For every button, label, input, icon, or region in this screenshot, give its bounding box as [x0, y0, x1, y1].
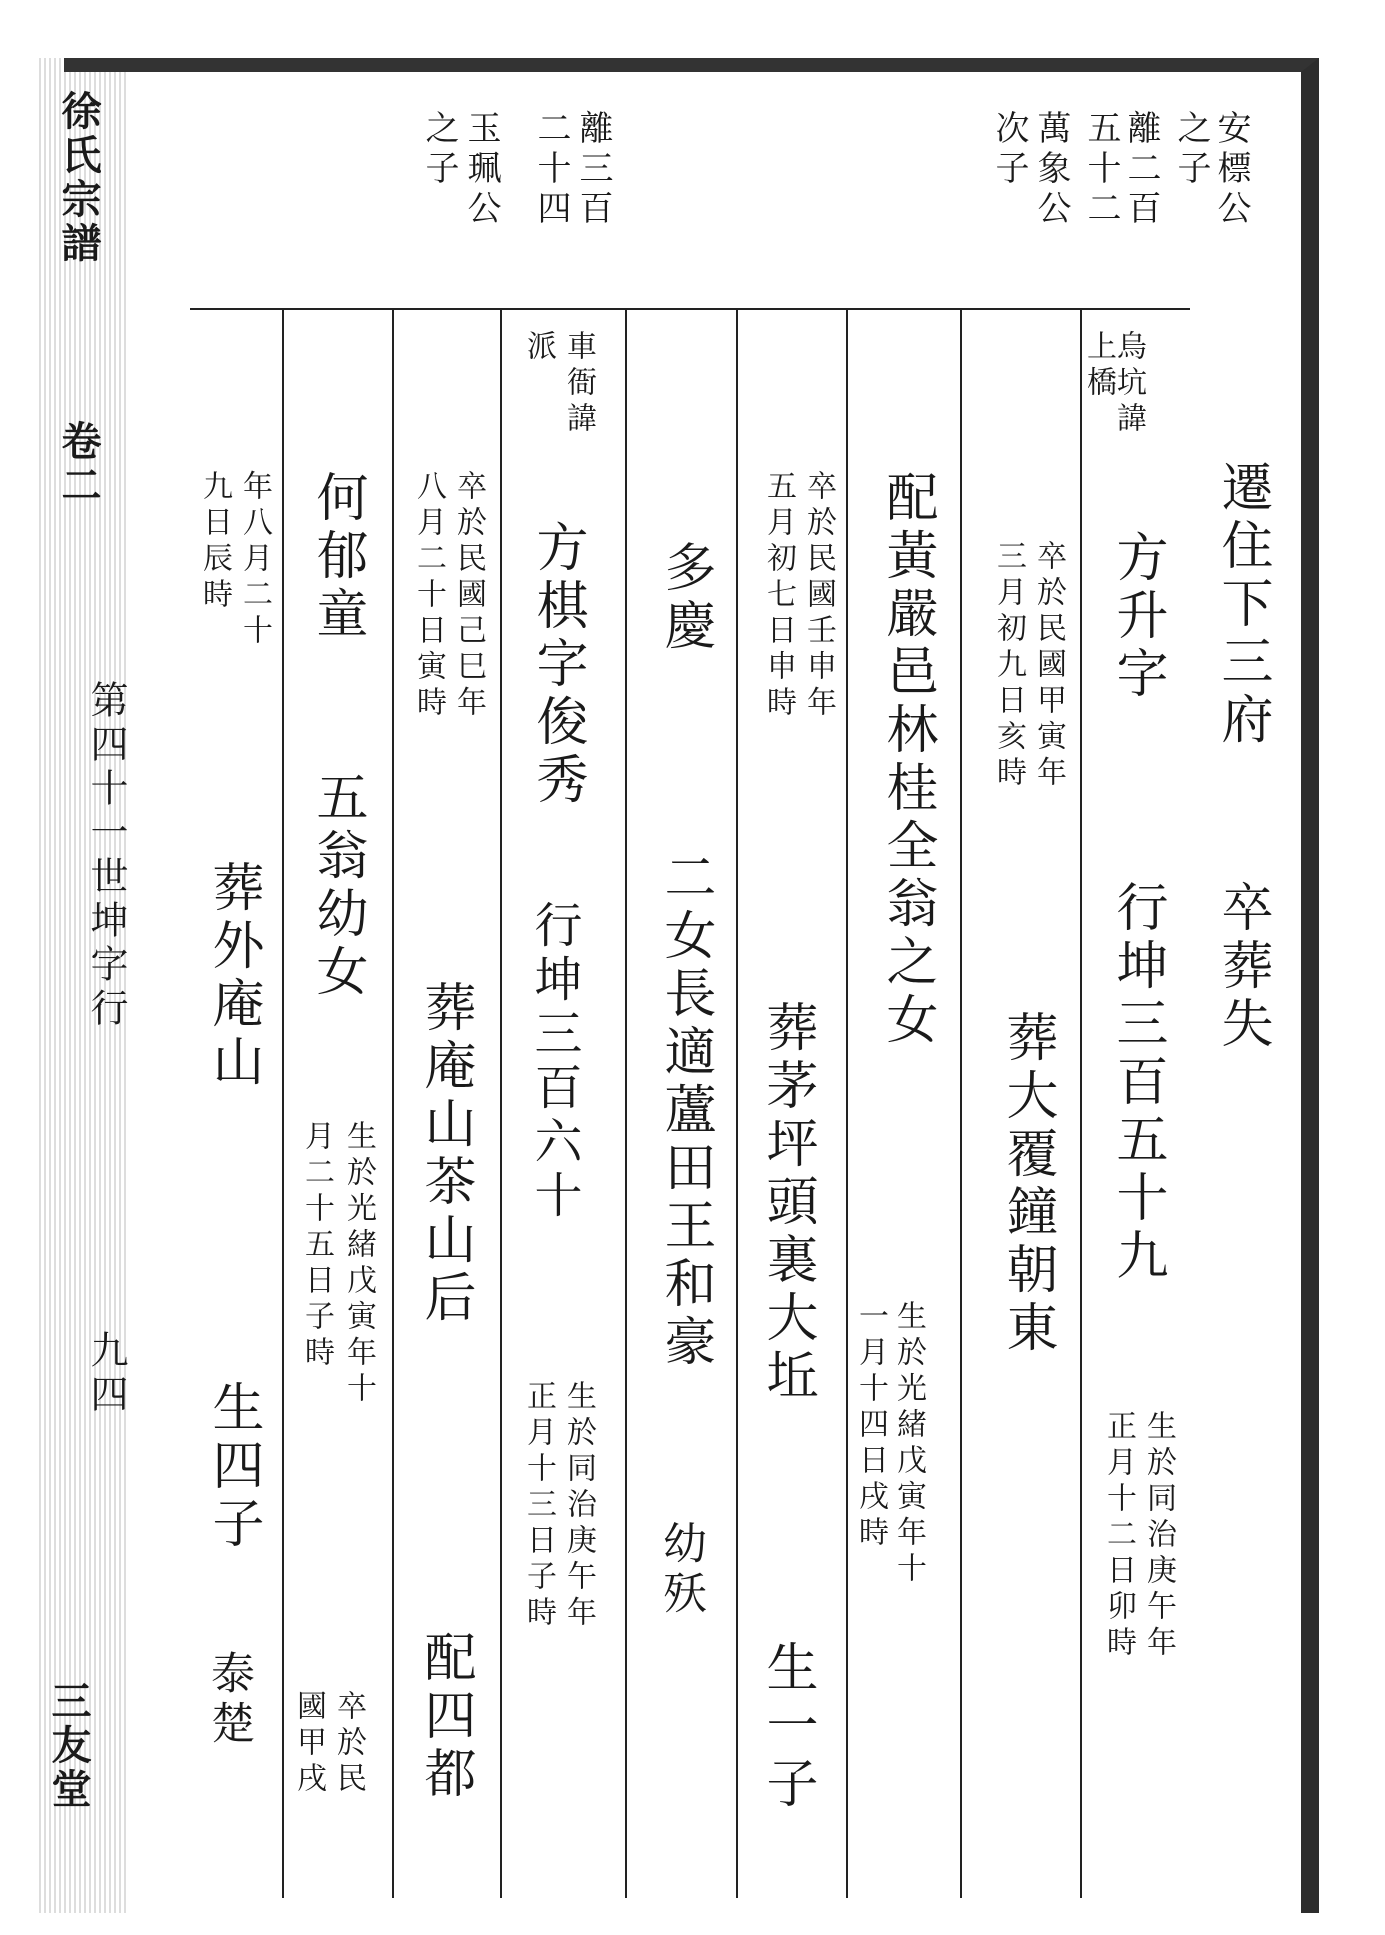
place-note: 派 — [521, 330, 556, 366]
upper-rule — [190, 308, 1190, 310]
upper-text: 次子 — [989, 110, 1029, 190]
rank: 行坤三百六十 — [526, 900, 582, 1224]
place-note: 上橋 — [1081, 330, 1116, 402]
birth-note: 月二十五日子時 — [299, 1120, 334, 1372]
death-note: 年八月二十 — [237, 470, 272, 650]
children-note: 生一子 — [757, 1640, 817, 1814]
upper-text: 萬象公 — [1031, 110, 1071, 230]
hall-mark: 三友堂 — [45, 1680, 92, 1812]
volume-label: 卷二 — [55, 420, 102, 508]
page-number: 九四 — [84, 1330, 128, 1418]
rule — [1080, 308, 1082, 1898]
upper-text: 離二百 — [1121, 110, 1161, 230]
birth-note: 生於光緒戊寅年十 — [891, 1300, 926, 1588]
rule — [625, 308, 627, 1898]
birth-note: 正月十三日子時 — [521, 1380, 556, 1632]
death-note: 五月初七日申時 — [761, 470, 796, 722]
rule — [736, 308, 738, 1898]
death-note: 九日辰時 — [197, 470, 232, 614]
generation-label: 第四十一世坤字行 — [84, 680, 128, 1032]
rule — [500, 308, 502, 1898]
book-title: 徐氏宗譜 — [55, 90, 102, 266]
spouse-note: 配黃嚴邑林桂全翁之女 — [877, 470, 937, 1050]
upper-text: 五十二 — [1081, 110, 1121, 230]
rule — [392, 308, 394, 1898]
rule — [846, 308, 848, 1898]
death-note: 卒於民國壬申年 — [801, 470, 836, 722]
spouse-father: 五翁幼女 — [307, 770, 367, 1002]
burial-note: 葬庵山茶山后 — [415, 980, 475, 1328]
birth-note: 生於同治庚午年 — [561, 1380, 596, 1632]
death-note: 國甲戌 — [291, 1690, 326, 1798]
birth-note: 一月十四日戌時 — [853, 1300, 888, 1552]
death-note: 卒於民國己巳年 — [451, 470, 486, 722]
person-name: 方升字 — [1107, 530, 1167, 704]
person-name: 方棋字俊秀 — [527, 520, 587, 810]
upper-text: 之子 — [1171, 110, 1211, 190]
burial-note: 葬茅坪頭裏大坵 — [757, 1000, 817, 1406]
birth-note: 生於同治庚午年 — [1141, 1410, 1176, 1662]
birth-note: 正月十二日卯時 — [1101, 1410, 1136, 1662]
rule — [282, 308, 284, 1898]
burial-note: 葬大覆鐘朝東 — [997, 1010, 1057, 1358]
upper-text: 之子 — [419, 110, 459, 190]
place-note: 車衙諱 — [561, 330, 596, 438]
person-name: 多慶 — [655, 540, 715, 656]
young-note: 幼殀 — [655, 1520, 706, 1620]
rank: 行坤三百五十九 — [1107, 880, 1167, 1286]
migration-note: 遷住下三府 — [1212, 460, 1272, 750]
spouse-note: 配四都 — [415, 1630, 475, 1804]
place-note: 烏坑諱 — [1111, 330, 1146, 438]
upper-text: 二十四 — [531, 110, 571, 230]
upper-text: 離三百 — [573, 110, 613, 230]
death-note: 八月二十日寅時 — [411, 470, 446, 722]
upper-text: 玉珮公 — [461, 110, 501, 230]
children-note: 生四子 — [203, 1380, 263, 1554]
burial-note: 葬外庵山 — [203, 860, 263, 1092]
child-name: 泰楚 — [203, 1650, 254, 1750]
rule — [960, 308, 962, 1898]
death-note: 卒於民 — [331, 1690, 366, 1798]
birth-note: 生於光緒戊寅年十 — [341, 1120, 376, 1408]
upper-text: 安標公 — [1211, 110, 1251, 230]
death-note: 卒於民國甲寅年 — [1031, 540, 1066, 792]
death-note: 三月初九日亥時 — [991, 540, 1026, 792]
daughters-note: 二女長適蘆田王和豪 — [655, 850, 715, 1372]
spouse-name: 何郁童 — [307, 470, 367, 644]
death-note: 卒葬失 — [1212, 880, 1272, 1054]
